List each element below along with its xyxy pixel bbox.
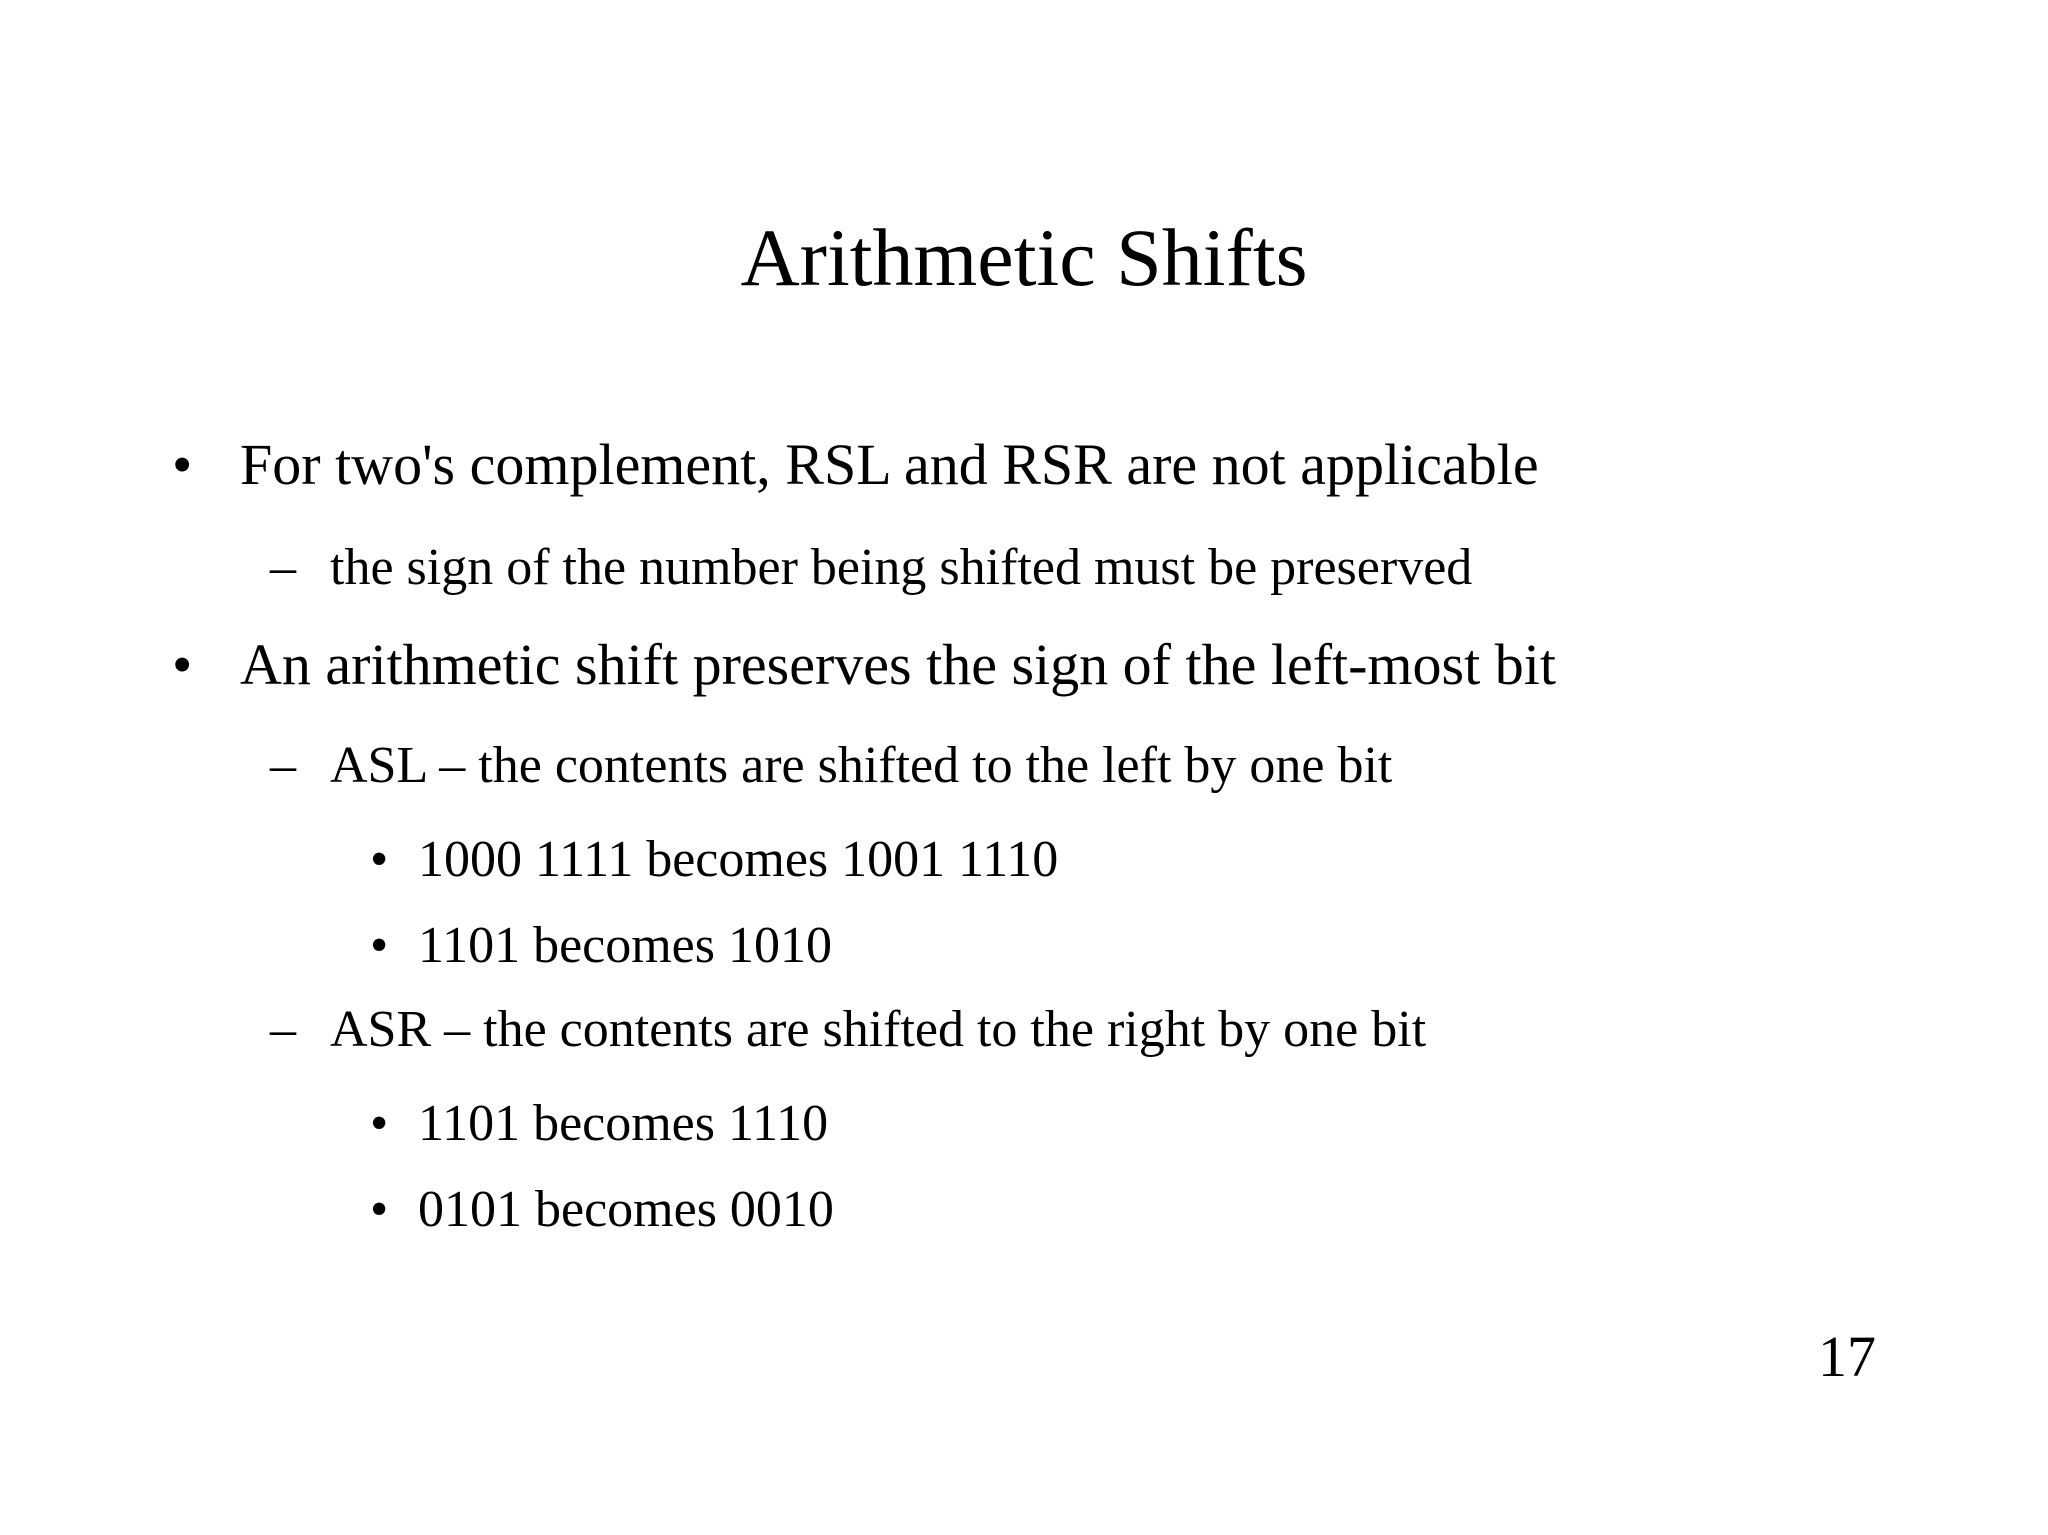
bullet-marker: • [370,1181,389,1238]
sub-bullet-text: ASR – the contents are shifted to the right by one bit [330,1001,1427,1058]
bullet-marker: • [370,831,389,888]
dash-marker: – [270,539,296,596]
sub-bullet-text: the sign of the number being shifted must be preserved [330,539,1473,596]
example-text: 1101 becomes 1010 [418,917,832,974]
bullet-marker: • [172,632,193,697]
example-text: 0101 becomes 0010 [418,1181,834,1238]
bullet-text: An arithmetic shift preserves the sign of the left-most bit [240,632,1556,697]
bullet-text: For two's complement, RSL and RSR are not applicable [240,432,1539,497]
dash-marker: – [270,1001,296,1058]
sub-bullet-text: ASL – the contents are shifted to the left by one bit [330,737,1393,794]
example-text: 1000 1111 becomes 1001 1110 [418,831,1059,888]
dash-marker: – [270,737,296,794]
page-number: 17 [1818,1324,1876,1389]
example-text: 1101 becomes 1110 [418,1095,829,1152]
bullet-marker: • [370,917,389,974]
bullet-marker: • [370,1095,389,1152]
slide-title: Arithmetic Shifts [740,212,1308,303]
bullet-marker: • [172,432,193,497]
